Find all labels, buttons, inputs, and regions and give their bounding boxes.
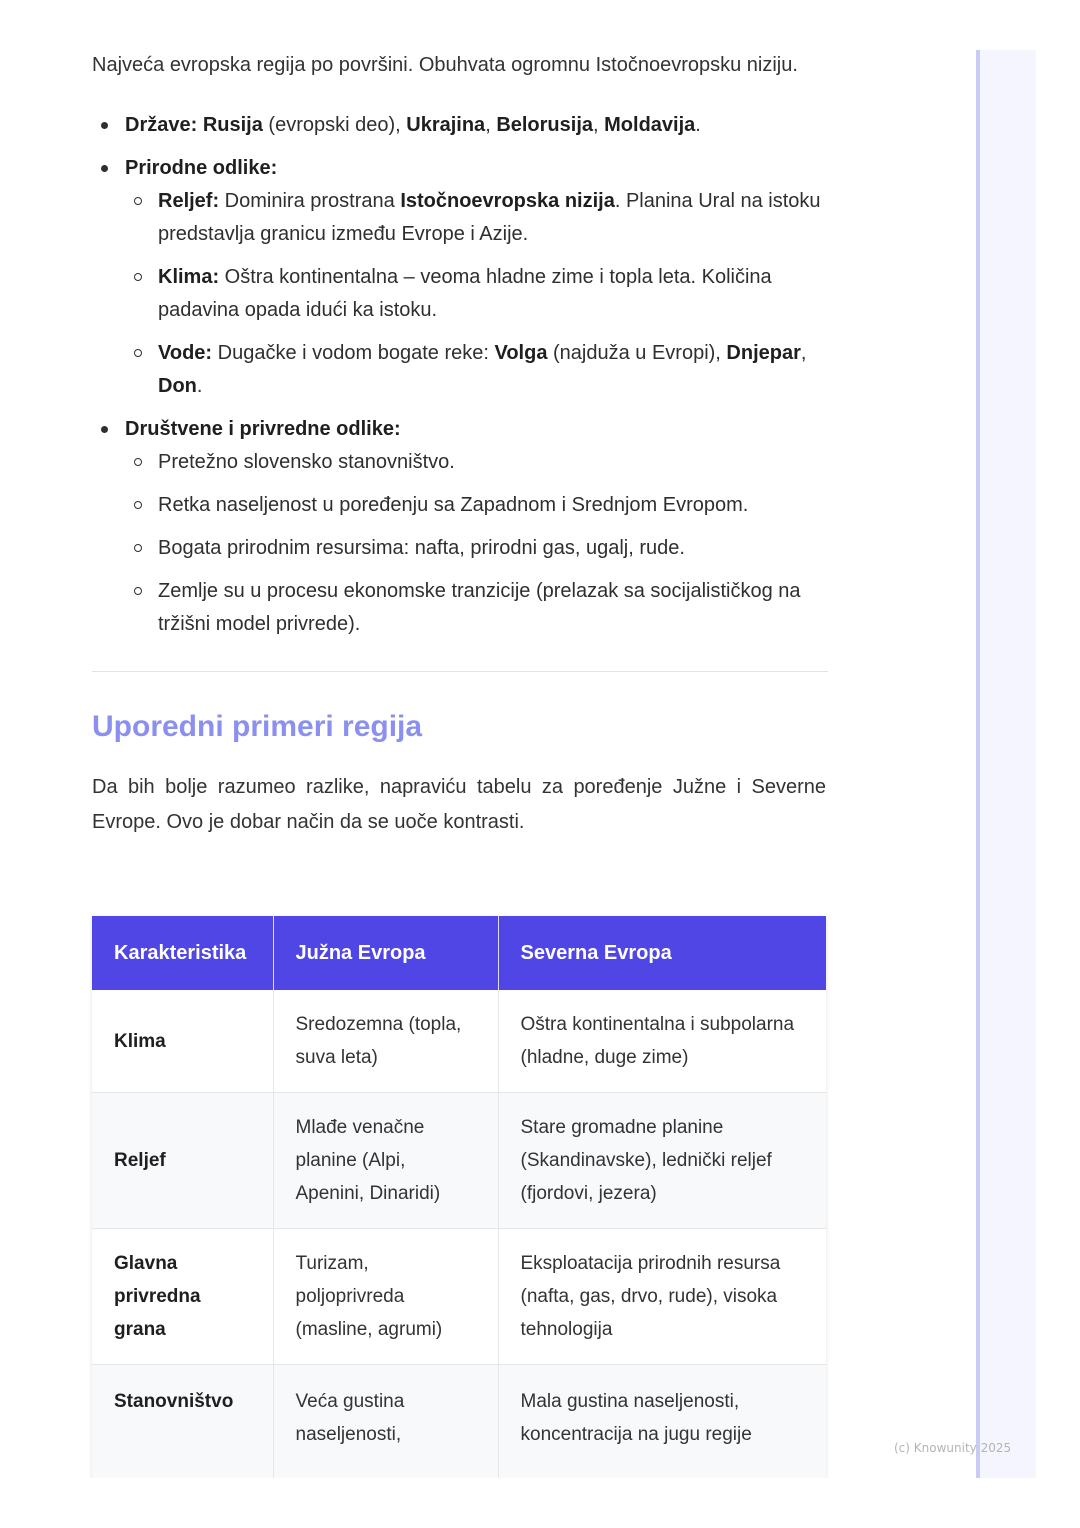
sublist-item-waters (125, 337, 826, 403)
volga-note: (najduža u Evropi), (547, 342, 727, 364)
period: . (695, 114, 701, 136)
table-cell-characteristic: Reljef (92, 1093, 273, 1229)
table-row (92, 1229, 826, 1365)
table-cell: Mlađe venačne planine (Alpi, Apenini, Dinaridi) (273, 1093, 498, 1229)
separator: , (800, 342, 807, 364)
list-item-states (92, 109, 826, 142)
state-moldavija: Moldavija (604, 114, 696, 136)
list-item-natural-features (92, 152, 826, 403)
copyright-footer: (c) Knowunity 2025 (894, 1441, 1012, 1455)
river-don: Don (158, 375, 197, 397)
table-cell: Stare gromadne planine (Skandinavske), lednički reljef (fjordovi, jezera) (498, 1093, 826, 1229)
table-intro-paragraph: Da bih bolje razumeo razlike, napraviću tabelu za poređenje Južne i Severne Evrope. Ovo je dobar način da se uoče kontrasti. (92, 776, 826, 833)
sublist-item-climate (125, 261, 826, 327)
sublist-item-relief (125, 185, 826, 251)
intro-paragraph: Najveća evropska regija po površini. Obuhvata ogromnu Istočnoevropsku niziju. (92, 54, 798, 76)
table-cell: Oštra kontinentalna i subpolarna (hladne, duge zime) (498, 990, 826, 1093)
table-row (92, 990, 826, 1093)
separator: , (593, 114, 605, 136)
table-header-row (92, 916, 826, 990)
climate-label: Klima: (158, 266, 220, 288)
table-cell-characteristic: Stanovništvo (92, 1365, 273, 1492)
side-panel (976, 50, 1036, 1478)
relief-text: Dominira prostrana (219, 190, 401, 212)
region-features-list (92, 109, 826, 641)
natural-features-sublist (125, 185, 826, 403)
relief-text-cont: . Planina Ural na istoku predstavlja granicu između Evrope i Azije. (158, 190, 821, 245)
page-bottom-margin (0, 1478, 1080, 1528)
climate-text: Oštra kontinentalna – veoma hladne zime i topla leta. Količina padavina opada idući ka istoku. (158, 266, 772, 321)
waters-text: Dugačke i vodom bogate reke: (212, 342, 495, 364)
social-features-sublist (125, 446, 826, 641)
table-row (92, 1365, 826, 1492)
table-cell: Sredozemna (topla, suva leta) (273, 990, 498, 1093)
sublist-item: Zemlje su u procesu ekonomske tranzicije (prelazak sa socijalističkog na tržišni model privrede). (125, 575, 826, 641)
sublist-item: Retka naseljenost u poređenju sa Zapadnom i Srednjom Evropom. (125, 489, 826, 522)
sublist-item: Bogata prirodnim resursima: nafta, prirodni gas, ugalj, rude. (125, 532, 826, 565)
comparison-table (92, 916, 826, 1491)
social-features-label: Društvene i privredne odlike: (125, 418, 401, 440)
rusija-note: (evropski deo), (262, 114, 407, 136)
table-row (92, 1093, 826, 1229)
relief-bold: Istočnoevropska nizija (400, 190, 615, 212)
table-header-cell: Karakteristika (92, 916, 273, 990)
relief-label: Reljef: (158, 190, 220, 212)
table-cell: Eksploatacija prirodnih resursa (nafta, gas, drvo, rude), visoka tehnologija (498, 1229, 826, 1365)
list-item-social-features (92, 413, 826, 641)
natural-features-label: Prirodne odlike: (125, 157, 278, 179)
period: . (196, 375, 203, 397)
table-header-cell: Južna Evropa (273, 916, 498, 990)
state-ukrajina: Ukrajina (406, 114, 486, 136)
table-header-cell: Severna Evropa (498, 916, 826, 990)
state-rusija: Rusija (202, 114, 263, 136)
river-volga: Volga (494, 342, 548, 364)
separator: , (485, 114, 497, 136)
table-cell: Veća gustina naseljenosti, (273, 1365, 498, 1492)
section-heading: Uporedni primeri regija (92, 710, 423, 743)
table-cell-characteristic: Glavna privredna grana (92, 1229, 273, 1365)
document-content (92, 48, 826, 840)
waters-label: Vode: (158, 342, 213, 364)
river-dnjepar: Dnjepar (726, 342, 801, 364)
table-cell: Turizam, poljoprivreda (masline, agrumi) (273, 1229, 498, 1365)
table-cell-characteristic: Klima (92, 990, 273, 1093)
sublist-item: Pretežno slovensko stanovništvo. (125, 446, 826, 479)
states-label: Države: (125, 114, 198, 136)
table-cell: Mala gustina naseljenosti, koncentracija na jugu regije (498, 1365, 826, 1492)
section-divider (92, 671, 828, 672)
state-belorusija: Belorusija (496, 114, 594, 136)
